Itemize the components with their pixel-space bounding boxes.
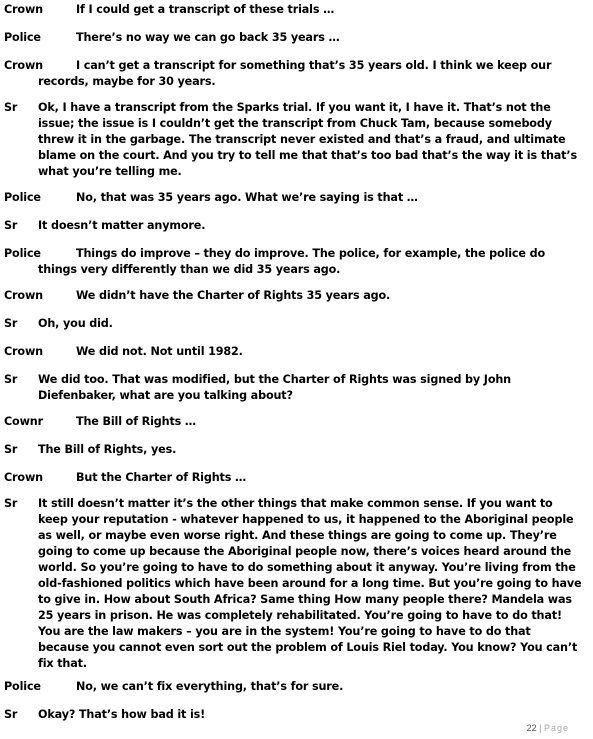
dialogue-turn: [4, 58, 584, 90]
dialogue-text: No, we can’t fix everything, that’s for sure.: [76, 680, 344, 693]
dialogue-text: The Bill of Rights …: [76, 415, 196, 428]
dialogue-turn: [4, 414, 584, 430]
speaker-label: Sr: [4, 101, 18, 114]
speaker-label: Sr: [4, 373, 18, 386]
dialogue-text: No, that was 35 years ago. What we’re saying is that …: [76, 191, 418, 204]
dialogue-text: We didn’t have the Charter of Rights 35 years ago.: [76, 289, 391, 302]
dialogue-turn: [4, 372, 584, 404]
dialogue-text: But the Charter of Rights …: [76, 471, 247, 484]
dialogue-turn: [4, 496, 584, 672]
dialogue-text: The Bill of Rights, yes.: [38, 443, 177, 456]
speaker-label: Cownr: [4, 415, 43, 428]
dialogue-text: Things do improve – they do improve. The police, for example, the police do things very differently than we did 35 years ago.: [38, 247, 545, 276]
dialogue-text: It doesn’t matter anymore.: [38, 219, 206, 232]
dialogue-text: Oh, you did.: [38, 317, 113, 330]
dialogue-turn: [4, 707, 584, 723]
dialogue-turn: [4, 470, 584, 486]
dialogue-turn: [4, 218, 584, 234]
page-word: Page: [543, 723, 569, 733]
speaker-label: Police: [4, 31, 41, 44]
dialogue-turn: [4, 679, 584, 695]
dialogue-turn: [4, 344, 584, 360]
dialogue-turn: [4, 190, 584, 206]
speaker-label: Crown: [4, 345, 43, 358]
speaker-label: Sr: [4, 708, 18, 721]
dialogue-turn: [4, 30, 584, 46]
dialogue-turn: [4, 442, 584, 458]
dialogue-turn: [4, 288, 584, 304]
dialogue-text: There’s no way we can go back 35 years …: [76, 31, 340, 44]
dialogue-text: Ok, I have a transcript from the Sparks trial. If you want it, I have it. That’s not the issue; the issue is I couldn’t get the transcript from Chuck Tam, because somebody threw it in the garbage. The transcript never existed and that’s a fraud, and ultimate blame on the court. And you try to tell me that that’s too bad that’s the way it is that’s what you’re telling me.: [38, 101, 577, 178]
dialogue-text: We did not. Not until 1982.: [76, 345, 243, 358]
speaker-label: Police: [4, 680, 41, 693]
dialogue-text: We did too. That was modified, but the Charter of Rights was signed by John Diefenbaker, what are you talking about?: [38, 373, 511, 402]
speaker-label: Crown: [4, 59, 43, 72]
footer-separator: |: [539, 723, 542, 733]
speaker-label: Crown: [4, 3, 43, 16]
dialogue-turn: [4, 246, 584, 278]
dialogue-text: If I could get a transcript of these trials …: [76, 3, 335, 16]
speaker-label: Sr: [4, 219, 18, 232]
page-footer: [527, 723, 569, 733]
page-number: 22: [526, 723, 537, 733]
speaker-label: Sr: [4, 497, 18, 510]
speaker-label: Crown: [4, 471, 43, 484]
dialogue-turn: [4, 2, 584, 18]
speaker-label: Police: [4, 191, 41, 204]
speaker-label: Sr: [4, 317, 18, 330]
dialogue-text: Okay? That’s how bad it is!: [38, 708, 206, 721]
speaker-label: Sr: [4, 443, 18, 456]
dialogue-text: I can’t get a transcript for something that’s 35 years old. I think we keep our records, maybe for 30 years.: [38, 59, 552, 88]
dialogue-text: It still doesn’t matter it’s the other things that make common sense. If you want to keep your reputation - whatever happened to us, it happened to the Aboriginal people as well, or maybe even worse right. And these things are going to come up. They’re going to come up because the Aboriginal people now, there’s voices heard around the world. So you’re going to have to do something about it anyway. You’re living from the old-fashioned politics which have been around for a long time. But you’re going to have to give in. How about South Africa? Same thing How many people there? Mandela was 25 years in prison. He was completely rehabilitated. You’re going to have to do that! You are the law makers – you are in the system! You’re going to have to do that because you cannot even sort out the problem of Louis Riel today. You know? You can’t fix that.: [38, 497, 582, 670]
speaker-label: Police: [4, 247, 41, 260]
speaker-label: Crown: [4, 289, 43, 302]
dialogue-turn: [4, 100, 584, 180]
dialogue-turn: [4, 316, 584, 332]
